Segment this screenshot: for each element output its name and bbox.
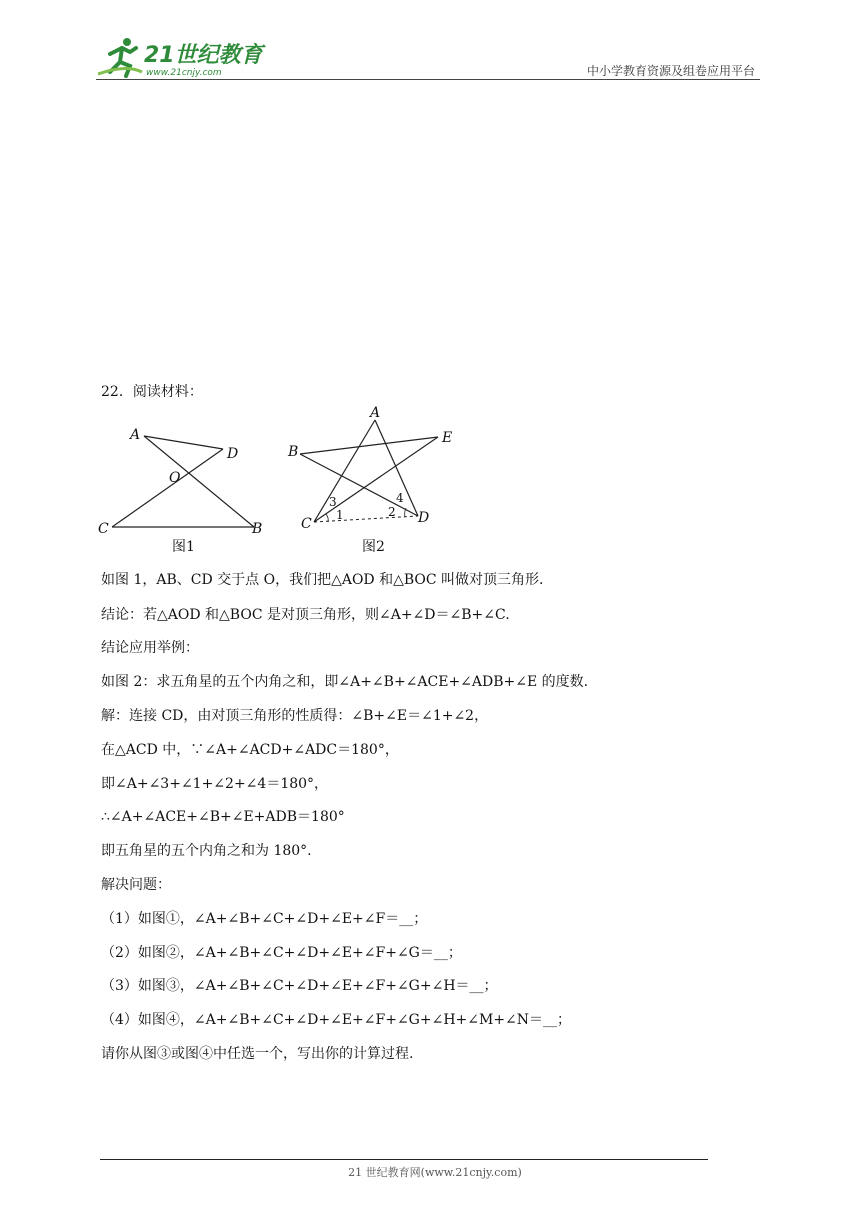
- text-line: 结论应用举例：: [101, 640, 199, 656]
- fig2-label-b: B: [288, 444, 299, 460]
- text-line: ∴∠A+∠ACE+∠B+∠E+ADB＝180°: [101, 809, 345, 825]
- text-line: 在△ACD 中，∵∠A+∠ACD+∠ADC＝180°，: [101, 742, 399, 758]
- fig1-caption: 图1: [172, 539, 195, 555]
- text-line: 如图 2：求五角星的五个内角之和，即∠A+∠B+∠ACE+∠ADB+∠E 的度数.: [101, 674, 589, 690]
- fig2-angle-4: 4: [396, 491, 404, 505]
- text-line: （1）如图①，∠A+∠B+∠C+∠D+∠E+∠F＝__；: [101, 911, 428, 927]
- text-line: 解：连接 CD，由对顶三角形的性质得：∠B+∠E＝∠1+∠2，: [101, 708, 489, 724]
- text-line: 结论：若△AOD 和△BOC 是对顶三角形，则∠A+∠D＝∠B+∠C.: [101, 607, 510, 623]
- logo-sub-text: www.21cnjy.com: [146, 68, 222, 78]
- problem-heading: 22．阅读材料：: [101, 384, 203, 400]
- text-line: 解决问题：: [101, 877, 171, 893]
- text-line: 请你从图③或图④中任选一个，写出你的计算过程.: [101, 1046, 414, 1062]
- figures: [92, 400, 472, 560]
- text-line: 如图 1，AB、CD 交于点 O，我们把△AOD 和△BOC 叫做对顶三角形.: [101, 572, 544, 588]
- figure-2: [287, 405, 452, 555]
- fig1-label-c: C: [98, 521, 109, 537]
- site-logo: [96, 34, 266, 80]
- fig2-angle-3: 3: [329, 495, 337, 509]
- text-line: 即∠A+∠3+∠1+∠2+∠4＝180°，: [101, 776, 329, 792]
- fig1-label-d: D: [227, 446, 239, 462]
- runner-icon: [98, 38, 142, 76]
- logo-main-text: 21世纪教育: [144, 43, 263, 68]
- fig1-label-b: B: [252, 521, 263, 537]
- text-line: （2）如图②，∠A+∠B+∠C+∠D+∠E+∠F+∠G＝__；: [101, 945, 462, 961]
- text-line: （4）如图④，∠A+∠B+∠C+∠D+∠E+∠F+∠G+∠H+∠M+∠N＝__；: [101, 1012, 572, 1028]
- header-divider: [96, 79, 760, 80]
- header-tagline: 中小学教育资源及组卷应用平台: [586, 64, 755, 78]
- text-line: （3）如图③，∠A+∠B+∠C+∠D+∠E+∠F+∠G+∠H＝__；: [101, 978, 498, 994]
- fig2-label-d: D: [418, 510, 430, 526]
- footer-divider: [100, 1159, 708, 1160]
- fig2-caption: 图2: [362, 539, 385, 555]
- fig2-label-a: A: [370, 405, 381, 421]
- fig2-angle-2: 2: [388, 505, 396, 519]
- fig1-label-o: O: [169, 470, 181, 486]
- fig2-label-e: E: [442, 430, 453, 446]
- figure-1: [98, 427, 262, 555]
- footer-text: 21 世纪教育网(www.21cnjy.com): [348, 1166, 522, 1179]
- text-line: 即五角星的五个内角之和为 180°.: [101, 843, 312, 859]
- fig1-label-a: A: [130, 427, 141, 443]
- fig2-label-c: C: [301, 516, 312, 532]
- fig2-angle-1: 1: [336, 508, 344, 522]
